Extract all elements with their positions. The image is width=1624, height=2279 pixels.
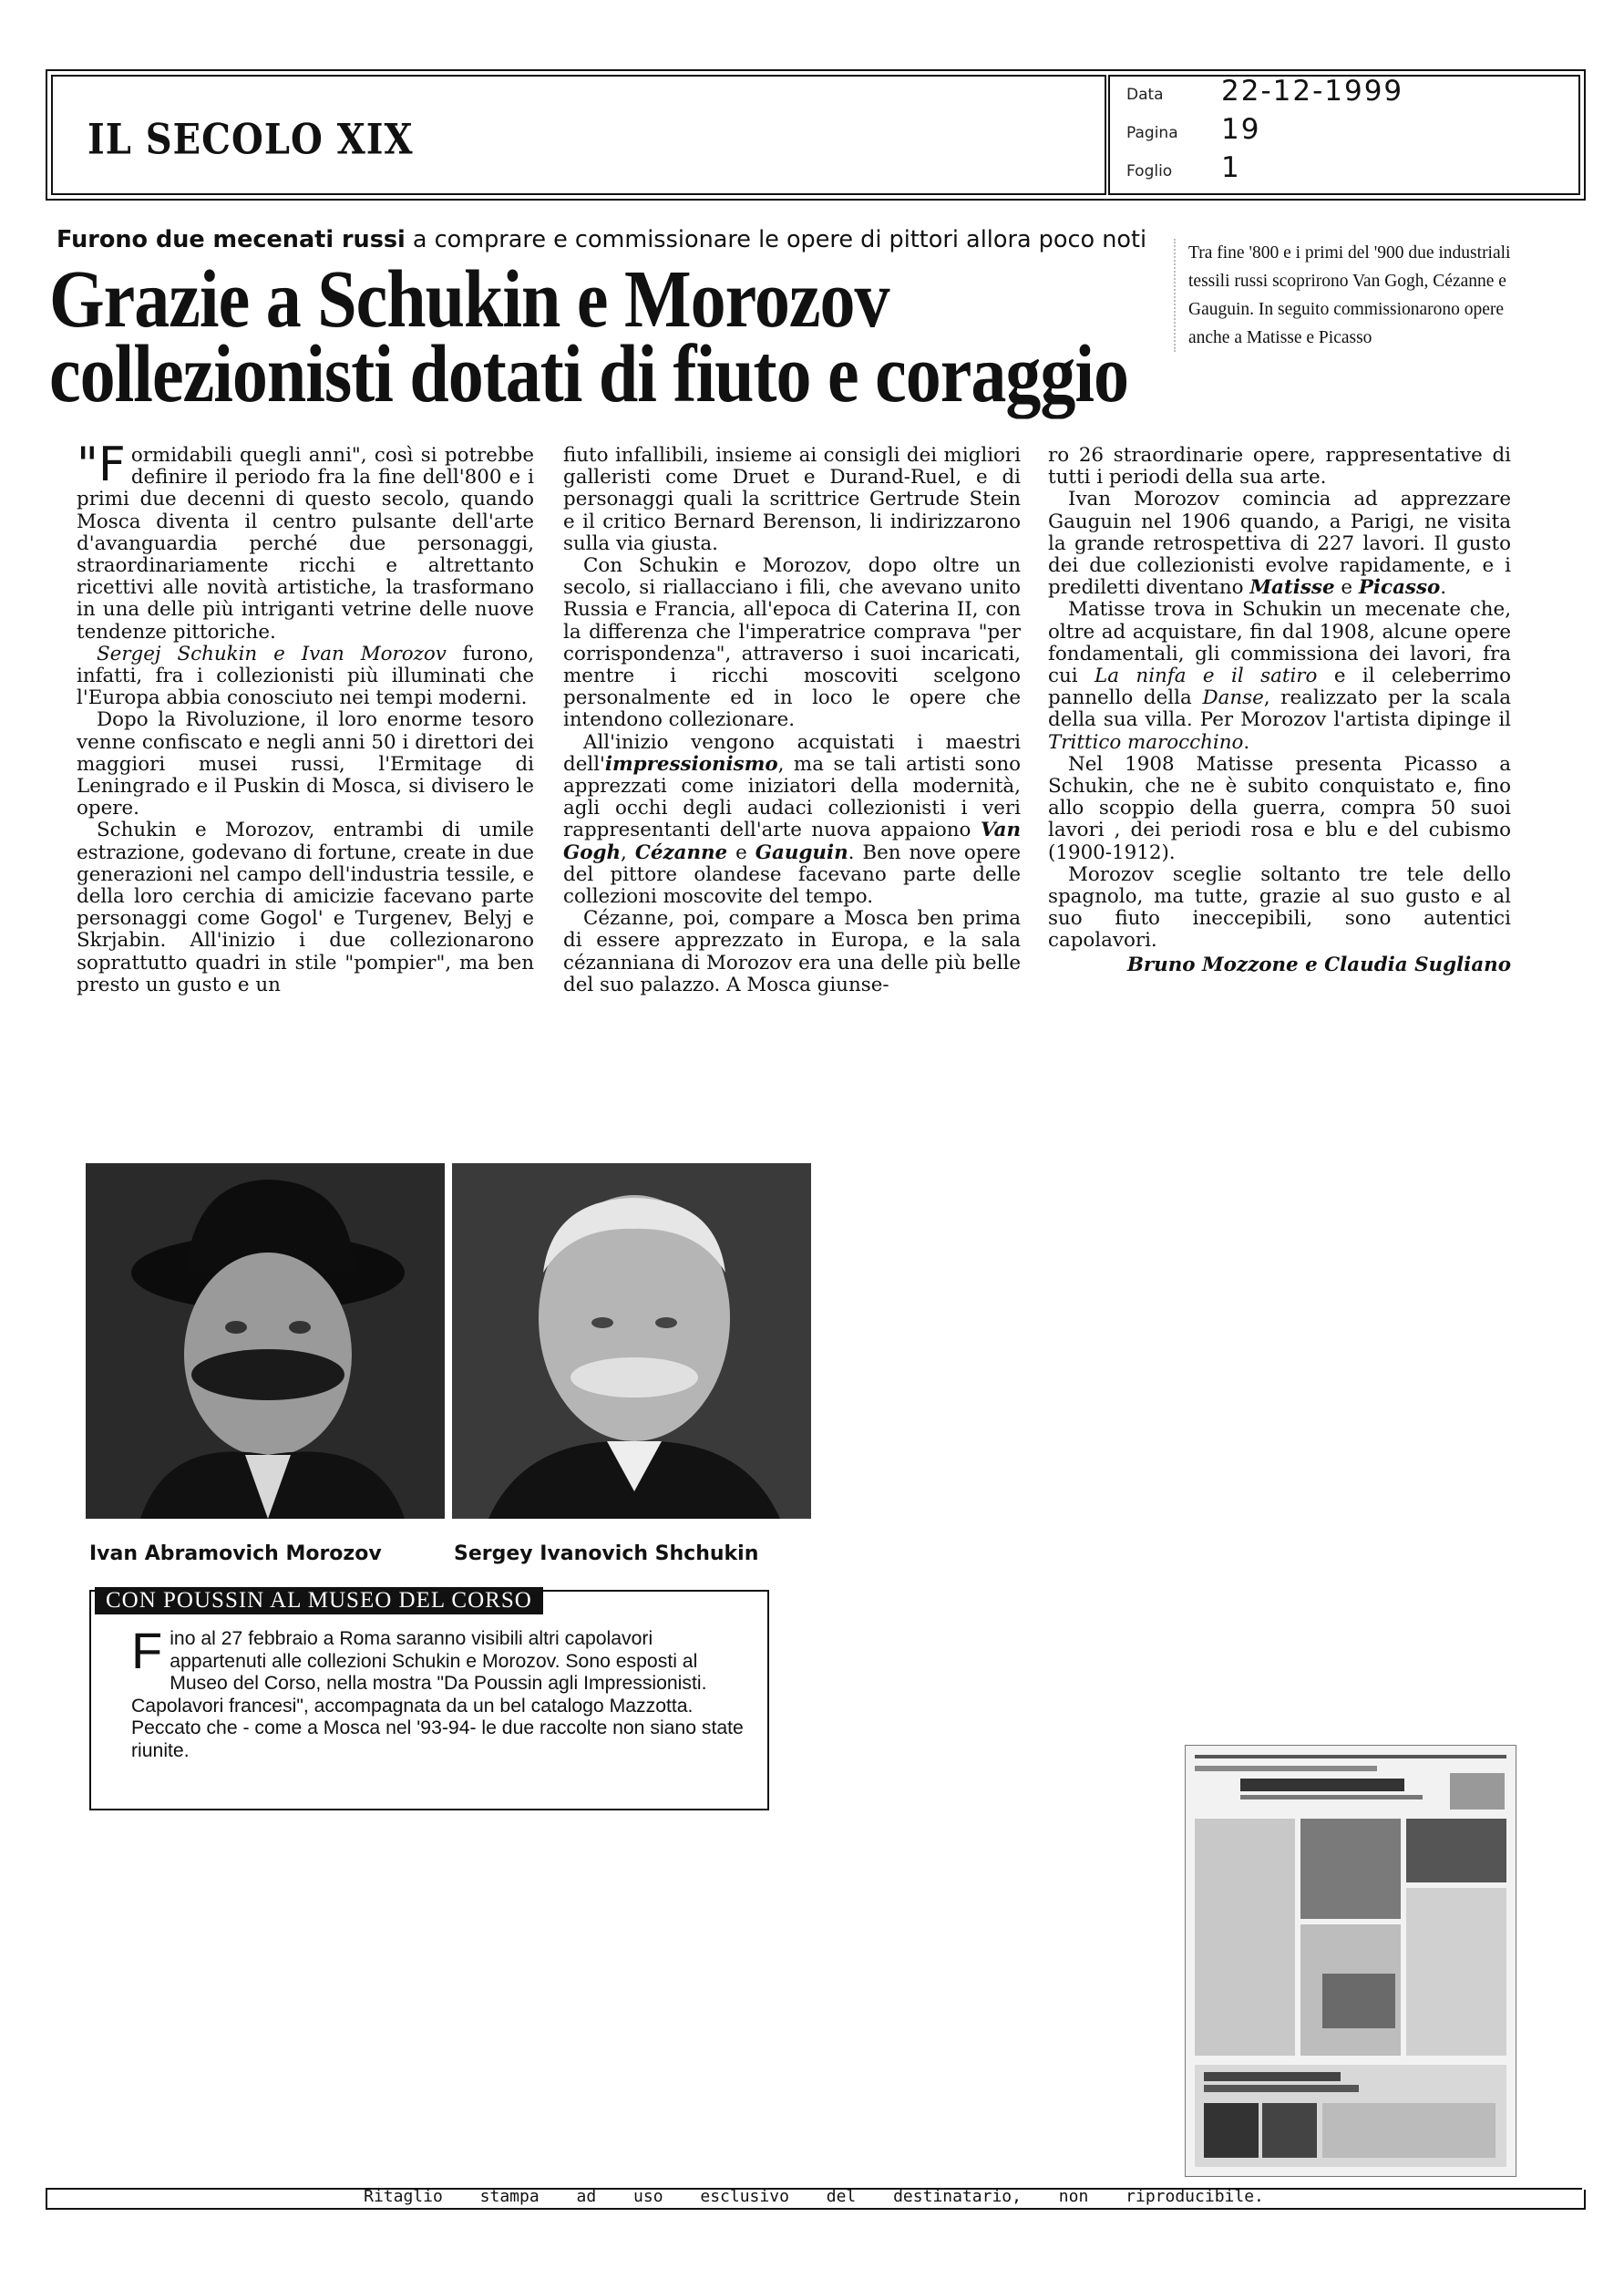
article-column-1: [77, 438, 535, 996]
col2-p3-g: e: [727, 840, 755, 864]
col3-paragraph-5: Morozov sceglie soltanto tre tele dello spagnolo, ma tutte, grazie al suo gusto e al suo fiuto ineccepibili, sono autentici capolavori.: [1048, 862, 1511, 953]
portrait-photo-morozov: [86, 1163, 445, 1519]
box-dropcap: F: [131, 1622, 163, 1679]
pagina-value: 19: [1221, 113, 1261, 146]
box-body: ino al 27 febbraio a Roma saranno visibili altri capolavori appartenuti alle collezioni Schukin e Morozov. Sono esposti al Museo del Corso, nella mostra "Da Poussin agli Impressionisti. Capolavori francesi", accompagnata da un bel catalogo Mazzotta. Peccato che - come a Mosca nel '93-94- le due raccolte non siano state riunite.: [131, 1628, 744, 1761]
col3-p3-e: , realizzato per la scala della sua villa. Per Morozov l'artista dipinge il: [1048, 686, 1512, 732]
col2-p3-c: , ma se tali artisti sono apprezzati come iniziatori della modernità, agli occhi degli audaci collezionisti i veri rappresentanti dell'arte nuova appaiono: [563, 752, 1021, 842]
byline: Bruno Mozzone e Claudia Sugliano: [1126, 953, 1511, 976]
col2-paragraph-3: [563, 732, 1021, 909]
foglio-label: Foglio: [1126, 162, 1173, 180]
sidebar-box-text: [131, 1622, 753, 1762]
col2-paragraph-2: Con Schukin e Morozov, dopo oltre un secolo, si riallacciano i fili, che avevano unito Russia e Francia, all'epoca di Caterina II, con la differenza che l'imperatrice comprava "per corrispondenza", attraverso i suoi incaricati, mentre i ricchi moscoviti scelgono personalmente ed in loco le opere che intendono collezionare.: [563, 554, 1021, 732]
article-column-2: [563, 445, 1021, 996]
dropcap: "F: [77, 438, 126, 492]
col3-paragraph-4: Nel 1908 Matisse presenta Picasso a Schukin, che ne è subito conquistato e, fino allo scoppio della guerra, compra 50 suoi lavori , dei periodi rosa e blu e del cubismo (1900-1912).: [1048, 752, 1511, 864]
caption-morozov: Ivan Abramovich Morozov: [89, 1542, 382, 1565]
col1-paragraph-4: Schukin e Morozov, entrambi di umile estrazione, godevano di fortune, create in due generazioni nel campo dell'industria tessile, e della loro cerchia di amicizie facevano parte personaggi come Gogol' e Turgenev, Belyj e Skrjabin. All'inizio i due collezionarono soprattutto quadri in stile "pompier", ma ben presto un gusto e un: [77, 819, 534, 996]
col2-p3-cezanne: Cézanne: [634, 840, 728, 864]
caption-shchukin: Sergey Ivanovich Shchukin: [454, 1542, 759, 1565]
col3-p3-a: Matisse trova in Schukin un mecenate che, oltre ad acquistare, fin dal 1908, alcune opere fondamentali, gli commissiona dei lavori, fra cui: [1048, 598, 1511, 688]
col3-p3-danse: Danse: [1202, 686, 1264, 710]
col3-p3-trittico: Trittico marocchino: [1048, 730, 1244, 754]
masthead: IL SECOLO XIX: [87, 115, 414, 165]
col2-p3-emph: impressionismo: [604, 752, 778, 776]
col3-p2-e: .: [1440, 576, 1447, 600]
col2-p3-i: . Ben nove opere del pittore olandese facevano parte delle collezioni moscovite del tempo.: [563, 840, 1021, 909]
col3-p3-ninfa: La ninfa e il satiro: [1095, 665, 1318, 688]
pagina-label: Pagina: [1126, 124, 1178, 142]
col2-p3-a: All'inizio vengono acquistati i maestri dell': [563, 730, 1021, 776]
kicker-rest: a comprare e commissionare le opere di pittori allora poco noti: [405, 226, 1147, 253]
col3-p2-a: Ivan Morozov comincia ad apprezzare Gauguin nel 1906 quando, a Parigi, ne visita la grande retrospettiva di 227 lavori. Il gusto dei due collezionisti evolve rapidamente, e i prediletti diventano: [1048, 488, 1511, 600]
col3-p2-matisse: Matisse: [1249, 576, 1335, 600]
col3-paragraph-3: [1048, 599, 1511, 753]
data-label: Data: [1126, 86, 1164, 104]
col3-paragraph-1: ro 26 straordinarie opere, rappresentative di tutti i periodi della sua arte.: [1048, 444, 1511, 490]
kicker: [57, 226, 1150, 253]
col1-paragraph-2: [77, 644, 534, 710]
col1-paragraph-3: Dopo la Rivoluzione, il loro enorme tesoro venne confiscato e negli anni 50 i direttori dei maggiori musei russi, l'Ermitage di Leningrado e il Puskin di Mosca, si divisero le opere.: [77, 708, 534, 820]
col1-names: Sergej Schukin e Ivan Morozov: [97, 642, 447, 665]
col3-p2-c: e: [1334, 576, 1359, 600]
col2-paragraph-4: Cézanne, poi, compare a Mosca ben prima di essere apprezzato in Europa, e la sala cézanniana di Morozov era una delle più belle del suo palazzo. A Mosca giunse-: [563, 907, 1021, 996]
article-column-3: [1048, 445, 1511, 976]
col3-paragraph-2: [1048, 489, 1511, 599]
page-thumbnail-graphic: [1186, 1746, 1516, 2176]
col2-paragraph-1: fiuto infallibili, insieme ai consigli dei migliori galleristi come Druet e Durand-Ruel, e di personaggi quali la scrittrice Gertrude Stein e il critico Bernard Berenson, li indirizzarono sulla via giusta.: [563, 444, 1021, 555]
col1-p2-text: furono, infatti, fra i collezionisti più illuminati che l'Europa abbia conosciuto nei tempi moderni.: [77, 642, 535, 710]
col3-p2-picasso: Picasso: [1358, 576, 1441, 600]
col3-p3-c: e il celeberrimo pannello della: [1048, 665, 1511, 710]
col2-p3-vangogh: Van Gogh: [563, 819, 1021, 864]
headline-line-2: collezionisti dotati di fiuto e coraggio: [49, 327, 1129, 419]
col2-p3-gauguin: Gauguin: [755, 840, 848, 864]
foglio-value: 1: [1221, 151, 1241, 184]
col2-p3-e: ,: [621, 840, 635, 864]
footer-notice: Ritaglio stampa ad uso esclusivo del destinatario, non riproducibile.: [364, 2187, 1264, 2206]
data-value: 22-12-1999: [1221, 75, 1404, 108]
page-thumbnail: [1185, 1745, 1516, 2177]
col1-paragraph-1: [77, 438, 534, 644]
portrait-morozov-graphic: [86, 1163, 445, 1519]
col1-p1-text: ormidabili quegli anni", così si potrebbe definire il periodo fra la fine dell'800 e i primi due decenni di questo secolo, quando Mosca diventa il centro pulsante dell'arte d'avanguardia perché due personaggi, straordinariamente ricchi e altrettanto ricettivi alle novità artistiche, la trasformano in una delle più intriganti vetrine delle nuove tendenze pittoriche.: [77, 444, 534, 644]
sidebar-box-title: CON POUSSIN AL MUSEO DEL CORSO: [95, 1587, 543, 1614]
headline-line-1: Grazie a Schukin e Morozov: [49, 253, 889, 345]
portrait-shchukin-graphic: [452, 1163, 811, 1519]
kicker-bold: Furono due mecenati russi: [57, 226, 406, 253]
col3-p3-g: .: [1243, 730, 1250, 754]
summary: Tra fine '800 e i primi del '900 due industriali tessili russi scoprirono Van Gogh, Cézanne e Gauguin. In seguito commissionarono opere anche a Matisse e Picasso: [1174, 239, 1535, 352]
portrait-photo-shchukin: [452, 1163, 811, 1519]
